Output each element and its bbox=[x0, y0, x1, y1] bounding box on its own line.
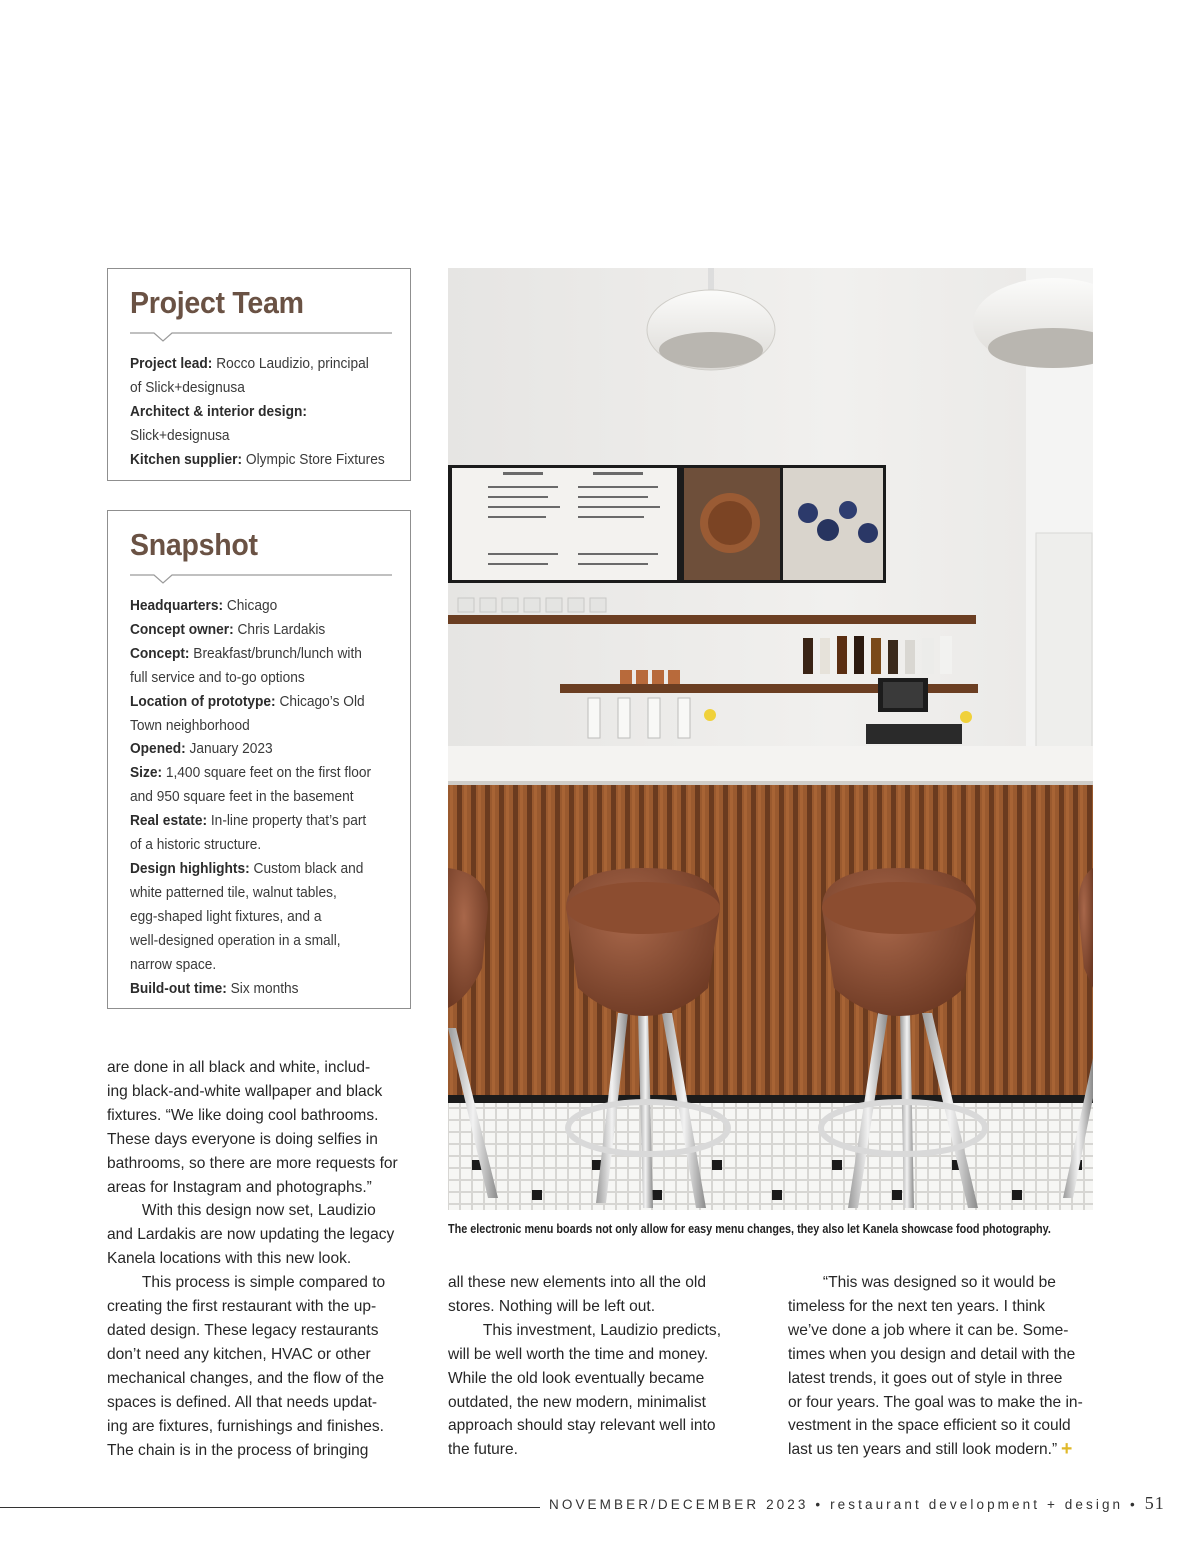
snapshot-line bbox=[130, 762, 378, 786]
body-line: Kanela locations with this new look. bbox=[107, 1250, 352, 1268]
fact-label: Size: bbox=[130, 765, 163, 782]
body-line: and Lardakis are now updating the legacy bbox=[107, 1226, 395, 1244]
fact-value: full service and to-go options bbox=[130, 669, 305, 686]
restaurant-counter-photo bbox=[448, 268, 1093, 1210]
body-line: areas for Instagram and photographs.” bbox=[107, 1178, 372, 1196]
fact-label: Architect & interior design: bbox=[130, 403, 307, 420]
fact-value: Custom black and bbox=[249, 860, 364, 877]
body-line: This process is simple compared to bbox=[141, 1274, 386, 1292]
body-column-2 bbox=[448, 1271, 749, 1462]
body-line: This investment, Laudizio predicts, bbox=[482, 1321, 722, 1339]
body-line: dated design. These legacy restaurants bbox=[107, 1321, 379, 1339]
snapshot-box bbox=[107, 510, 411, 1009]
fact-value: Chicago bbox=[223, 598, 278, 614]
body-line: are done in all black and white, includ- bbox=[107, 1059, 371, 1076]
snapshot-line bbox=[130, 930, 378, 954]
project-team-box bbox=[107, 268, 411, 481]
project-team-line bbox=[130, 377, 378, 401]
fact-value: Town neighborhood bbox=[130, 717, 250, 734]
project-team-list bbox=[130, 353, 388, 473]
fact-value: narrow space. bbox=[130, 956, 217, 973]
fact-label: Concept: bbox=[130, 645, 190, 662]
fact-value: white patterned tile, walnut tables, bbox=[130, 884, 337, 901]
footer-publication: restaurant development + design bbox=[830, 1497, 1124, 1512]
snapshot-line bbox=[130, 810, 378, 834]
fact-label: Location of prototype: bbox=[130, 693, 276, 710]
title-rule bbox=[130, 329, 388, 349]
fact-value: Slick+designusa bbox=[130, 427, 230, 444]
fact-label: Build-out time: bbox=[130, 980, 227, 997]
snapshot-line bbox=[130, 834, 378, 858]
body-line: outdated, the new modern, minimalist bbox=[448, 1393, 706, 1411]
project-team-line bbox=[130, 401, 378, 425]
body-line: mechanical changes, and the flow of the bbox=[107, 1369, 384, 1387]
project-team-line bbox=[130, 449, 385, 473]
body-line: all these new elements into all the old bbox=[448, 1274, 706, 1291]
body-line: timeless for the next ten years. I think bbox=[788, 1297, 1046, 1315]
body-line: bathrooms, so there are more requests for bbox=[107, 1154, 398, 1172]
body-line: ing black-and-white wallpaper and black bbox=[107, 1082, 383, 1100]
fact-label: Project lead: bbox=[130, 356, 213, 372]
page-number: 51 bbox=[1144, 1493, 1165, 1513]
body-line: don’t need any kitchen, HVAC or other bbox=[107, 1345, 371, 1363]
body-line: These days everyone is doing selfies in bbox=[107, 1130, 378, 1148]
body-line: last us ten years and still look modern.” + bbox=[788, 1438, 1073, 1461]
fact-value: of a historic structure. bbox=[130, 837, 262, 854]
snapshot-line bbox=[130, 715, 378, 739]
plus-icon: + bbox=[1061, 1438, 1073, 1461]
project-team-title: Project Team bbox=[130, 285, 304, 320]
fact-value: Chris Lardakis bbox=[233, 621, 326, 638]
body-line: “This was designed so it would be bbox=[822, 1274, 1056, 1291]
snapshot-line bbox=[130, 786, 378, 810]
snapshot-line bbox=[130, 667, 378, 691]
fact-value: Breakfast/brunch/lunch with bbox=[189, 645, 362, 662]
snapshot-line bbox=[130, 619, 378, 643]
fact-value: 1,400 square feet on the first floor bbox=[162, 765, 372, 782]
snapshot-line bbox=[130, 858, 378, 882]
body-line: or four years. The goal was to make the in- bbox=[788, 1393, 1083, 1411]
snapshot-line bbox=[130, 954, 378, 978]
fact-value: Rocco Laudizio, principal bbox=[212, 356, 369, 372]
fact-label: Design highlights: bbox=[130, 860, 250, 877]
fact-value: Chicago’s Old bbox=[275, 693, 365, 710]
fact-value: In-line property that’s part bbox=[207, 813, 367, 830]
snapshot-line bbox=[130, 691, 378, 715]
title-rule bbox=[130, 571, 388, 591]
fact-value: and 950 square feet in the basement bbox=[130, 789, 354, 806]
footer-bullet: • bbox=[815, 1497, 824, 1512]
fact-label: Concept owner: bbox=[130, 621, 234, 638]
fact-label: Headquarters: bbox=[130, 598, 224, 614]
project-team-line bbox=[130, 425, 378, 449]
body-line: we’ve done a job where it can be. Some- bbox=[788, 1321, 1069, 1339]
body-column-1 bbox=[107, 1056, 408, 1462]
snapshot-line bbox=[130, 643, 378, 667]
page-footer bbox=[549, 1493, 1165, 1514]
project-team-line bbox=[130, 353, 378, 377]
fact-value: Olympic Store Fixtures bbox=[242, 451, 385, 468]
fact-label: Opened: bbox=[130, 741, 186, 758]
body-line: ing are fixtures, furnishings and finishes. bbox=[107, 1417, 384, 1435]
body-line: While the old look eventually became bbox=[448, 1369, 705, 1387]
body-line: times when you design and detail with the bbox=[788, 1345, 1076, 1363]
footer-issue: NOVEMBER/DECEMBER 2023 bbox=[549, 1497, 809, 1512]
body-line: spaces is defined. All that needs updat- bbox=[107, 1393, 378, 1411]
body-line: fixtures. “We like doing cool bathrooms. bbox=[107, 1106, 379, 1124]
snapshot-title: Snapshot bbox=[130, 527, 258, 562]
body-line: creating the first restaurant with the up- bbox=[107, 1298, 377, 1316]
body-line: latest trends, it goes out of style in three bbox=[788, 1369, 1063, 1387]
fact-value: egg-shaped light fixtures, and a bbox=[130, 908, 322, 925]
body-line: The chain is in the process of bringing bbox=[107, 1441, 369, 1459]
fact-value: Six months bbox=[226, 980, 299, 997]
fact-value: well-designed operation in a small, bbox=[130, 932, 341, 949]
snapshot-line bbox=[130, 738, 378, 762]
snapshot-list bbox=[130, 595, 388, 1001]
snapshot-line bbox=[130, 595, 378, 619]
body-line: vestment in the space efficient so it could bbox=[788, 1417, 1071, 1435]
fact-label: Real estate: bbox=[130, 813, 208, 830]
body-line: With this design now set, Laudizio bbox=[141, 1202, 376, 1220]
fact-label: Kitchen supplier: bbox=[130, 451, 243, 468]
body-column-3 bbox=[788, 1271, 1089, 1462]
body-line: approach should stay relevant well into bbox=[448, 1417, 716, 1435]
snapshot-line bbox=[130, 906, 378, 930]
body-line: the future. bbox=[448, 1441, 518, 1459]
body-line: stores. Nothing will be left out. bbox=[448, 1297, 656, 1315]
photo-caption: The electronic menu boards not only allow for easy menu changes, they also let Kanela showcase food photography. bbox=[448, 1222, 1051, 1236]
footer-rule bbox=[0, 1507, 540, 1508]
snapshot-line bbox=[130, 978, 378, 1002]
footer-bullet: • bbox=[1130, 1497, 1138, 1512]
body-line: will be well worth the time and money. bbox=[448, 1345, 709, 1363]
fact-value: of Slick+designusa bbox=[130, 379, 245, 396]
snapshot-line bbox=[130, 882, 378, 906]
fact-value: January 2023 bbox=[185, 741, 273, 758]
